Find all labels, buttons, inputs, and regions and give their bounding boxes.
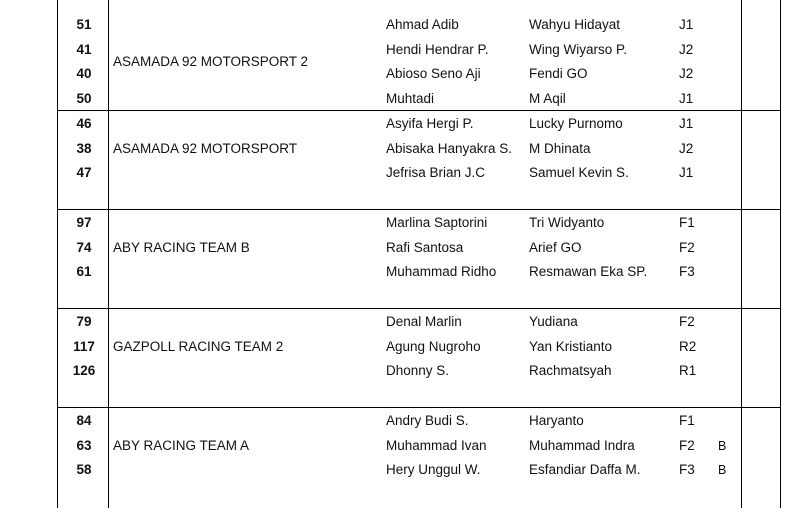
group-separator <box>57 209 781 210</box>
driver1-name: Jefrisa Brian J.C <box>386 165 486 180</box>
driver2-name: Wahyu Hidayat <box>529 17 621 32</box>
car-number: 50 <box>76 90 92 106</box>
driver1-name: Abisaka Hanyakra S. <box>386 140 513 156</box>
group-separator <box>57 308 781 309</box>
car-number: 126 <box>72 363 96 378</box>
car-number: 63 <box>76 437 92 453</box>
driver2-name: Wing Wiyarso P. <box>529 41 628 57</box>
team-group <box>0 111 800 210</box>
driver2-name: Resmawan Eka SP. <box>529 264 648 279</box>
class-code: J2 <box>679 66 694 81</box>
driver1-name: Muhammad Ivan <box>386 437 487 453</box>
car-number: 117 <box>73 338 95 354</box>
team-group <box>0 210 800 309</box>
driver2-name: M Aqil <box>529 90 566 106</box>
table-row <box>0 458 800 482</box>
car-number: 84 <box>76 413 92 428</box>
class-code: R1 <box>679 363 697 378</box>
driver2-name: Yudiana <box>529 314 578 329</box>
driver2-name: M Dhinata <box>529 140 591 156</box>
team-name: ABY RACING TEAM B <box>113 239 250 255</box>
car-number: 46 <box>76 116 92 131</box>
driver1-name: Asyifa Hergi P. <box>386 116 474 131</box>
driver1-name: Dhonny S. <box>386 363 450 378</box>
driver1-name: Rafi Santosa <box>386 239 464 255</box>
car-number: 51 <box>76 17 92 32</box>
table-row <box>0 359 800 383</box>
class-code: J1 <box>679 116 694 131</box>
table-row <box>0 409 800 433</box>
class-code: J1 <box>679 90 694 106</box>
table-row <box>0 161 800 185</box>
driver1-name: Ahmad Adib <box>386 17 459 32</box>
driver2-name: Rachmatsyah <box>529 363 612 378</box>
class-code: F2 <box>679 239 695 255</box>
class-code: F2 <box>679 437 695 453</box>
team-name: ABY RACING TEAM A <box>113 437 250 453</box>
class-code: F1 <box>679 215 695 230</box>
driver2-name: Haryanto <box>529 413 584 428</box>
table-row <box>0 13 800 37</box>
team-name: GAZPOLL RACING TEAM 2 <box>113 338 284 354</box>
class-code: J2 <box>679 140 694 156</box>
class-code: J1 <box>679 17 694 32</box>
driver2-name: Lucky Purnomo <box>529 116 623 131</box>
class-code: J1 <box>679 165 694 180</box>
car-number: 74 <box>76 239 92 255</box>
driver1-name: Muhammad Ridho <box>386 264 497 279</box>
car-number: 97 <box>76 215 92 230</box>
team-group <box>0 309 800 408</box>
driver2-name: Arief GO <box>529 239 582 255</box>
group-separator <box>57 407 781 408</box>
class-code: J2 <box>679 41 694 57</box>
table-row <box>0 211 800 235</box>
driver2-name: Fendi GO <box>529 66 588 81</box>
driver1-name: Hendi Hendrar P. <box>386 41 489 57</box>
note-mark: B <box>718 463 727 477</box>
table-row <box>0 260 800 284</box>
driver2-name: Esfandiar Daffa M. <box>529 462 641 477</box>
driver2-name: Samuel Kevin S. <box>529 165 629 180</box>
car-number: 38 <box>76 140 92 156</box>
class-code: F2 <box>679 314 695 329</box>
driver1-name: Andry Budi S. <box>386 413 469 428</box>
car-number: 41 <box>76 41 92 57</box>
class-code: F3 <box>679 462 695 477</box>
team-name: ASAMADA 92 MOTORSPORT 2 <box>113 53 309 69</box>
note-mark: B <box>718 438 727 453</box>
driver1-name: Agung Nugroho <box>386 338 481 354</box>
group-separator <box>57 110 781 111</box>
driver1-name: Muhtadi <box>386 90 435 106</box>
car-number: 79 <box>76 314 92 329</box>
table-row <box>0 310 800 334</box>
driver1-name: Abioso Seno Aji <box>386 66 481 81</box>
team-group <box>0 408 800 507</box>
car-number: 58 <box>76 462 92 477</box>
car-number: 47 <box>76 165 92 180</box>
car-number: 61 <box>76 264 92 279</box>
driver2-name: Yan Kristianto <box>529 338 613 354</box>
class-code: F1 <box>679 413 695 428</box>
team-group <box>0 12 800 111</box>
car-number: 40 <box>76 66 92 81</box>
driver1-name: Marlina Saptorini <box>386 215 488 230</box>
class-code: F3 <box>679 264 695 279</box>
table-row <box>0 112 800 136</box>
class-code: R2 <box>679 338 697 354</box>
driver2-name: Muhammad Indra <box>529 437 635 453</box>
driver2-name: Tri Widyanto <box>529 215 605 230</box>
driver1-name: Denal Marlin <box>386 314 462 329</box>
team-name: ASAMADA 92 MOTORSPORT <box>113 140 298 156</box>
table-row <box>0 87 800 111</box>
driver1-name: Hery Unggul W. <box>386 462 481 477</box>
